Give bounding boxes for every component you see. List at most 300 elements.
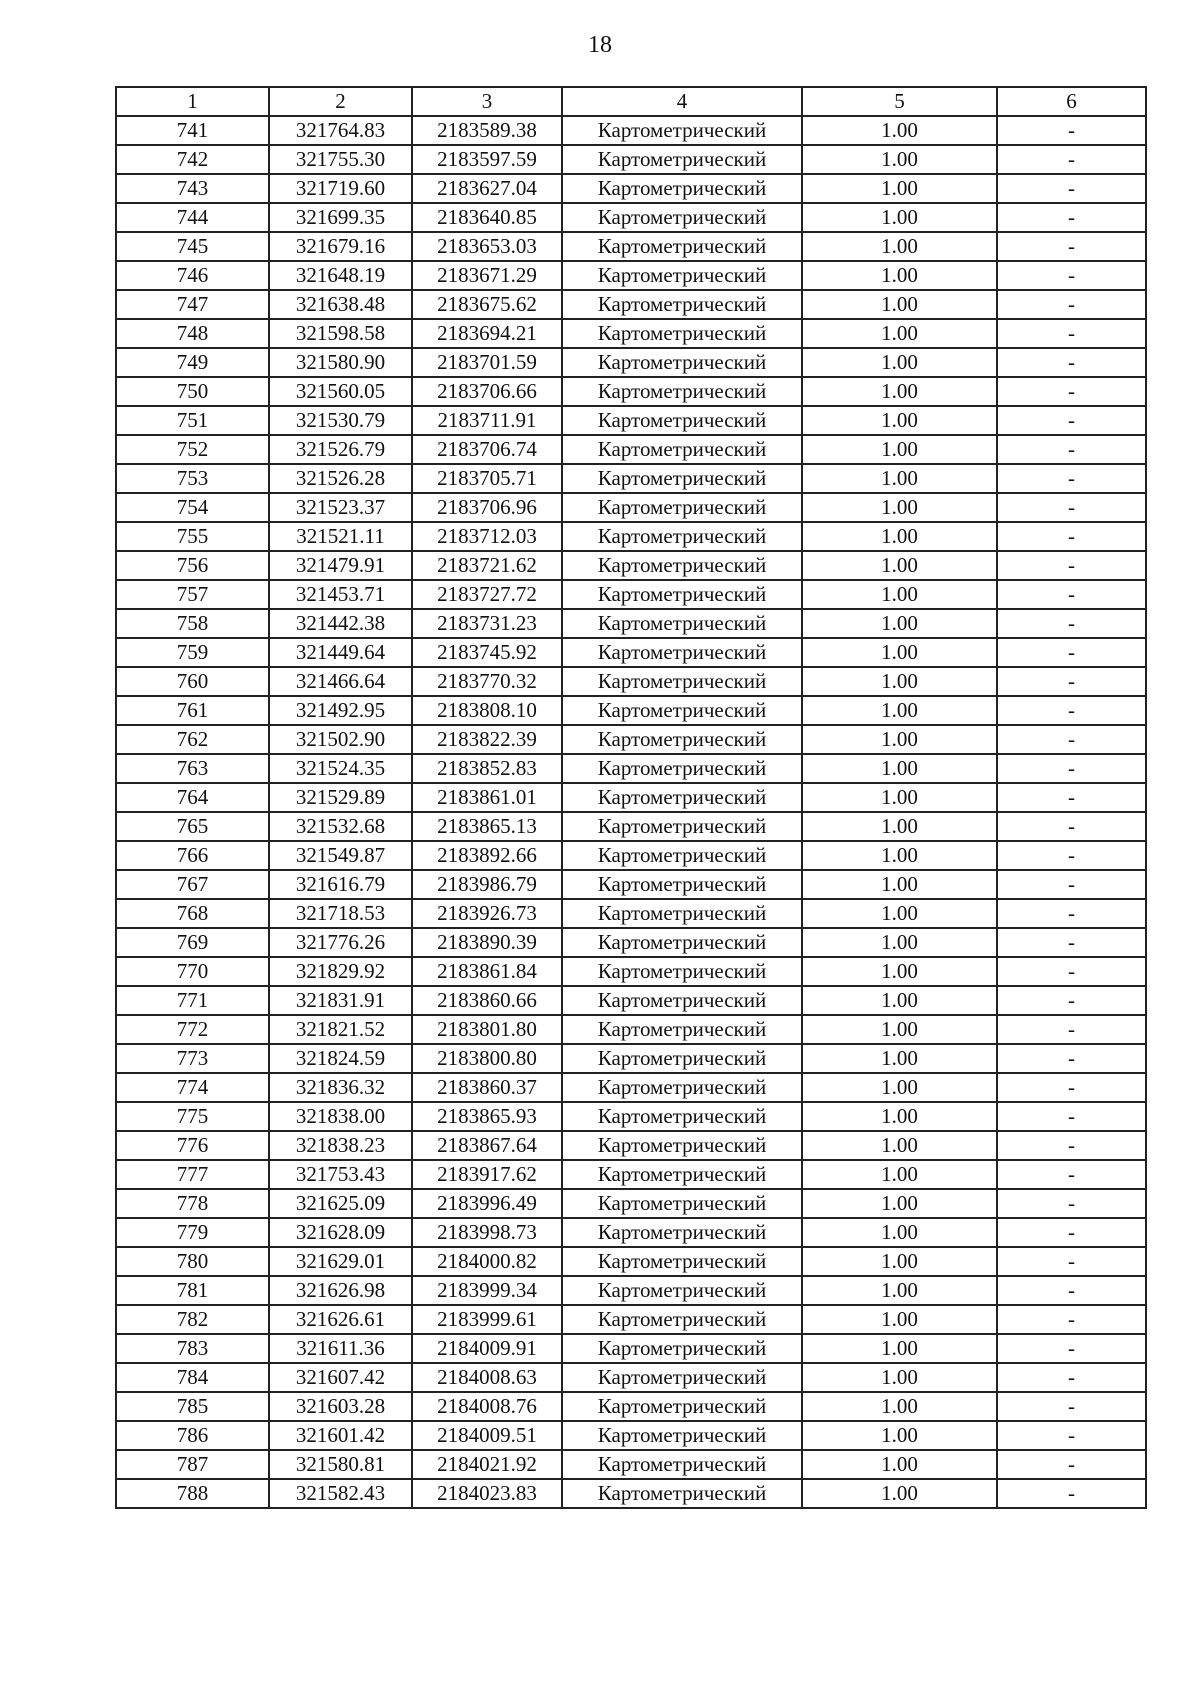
x-coordinate-cell: 321838.00: [269, 1102, 412, 1131]
method-cell: Картометрический: [562, 812, 802, 841]
point-number-cell: 745: [116, 232, 269, 261]
method-cell: Картометрический: [562, 435, 802, 464]
point-number-cell: 785: [116, 1392, 269, 1421]
description-cell: -: [997, 1276, 1146, 1305]
method-cell: Картометрический: [562, 1479, 802, 1508]
x-coordinate-cell: 321549.87: [269, 841, 412, 870]
description-cell: -: [997, 609, 1146, 638]
x-coordinate-cell: 321449.64: [269, 638, 412, 667]
point-number-cell: 754: [116, 493, 269, 522]
method-cell: Картометрический: [562, 319, 802, 348]
accuracy-cell: 1.00: [802, 1392, 997, 1421]
y-coordinate-cell: 2183712.03: [412, 522, 562, 551]
y-coordinate-cell: 2183731.23: [412, 609, 562, 638]
accuracy-cell: 1.00: [802, 377, 997, 406]
accuracy-cell: 1.00: [802, 551, 997, 580]
accuracy-cell: 1.00: [802, 1044, 997, 1073]
description-cell: -: [997, 957, 1146, 986]
method-cell: Картометрический: [562, 870, 802, 899]
point-number-cell: 750: [116, 377, 269, 406]
y-coordinate-cell: 2184008.76: [412, 1392, 562, 1421]
table-row: [116, 1363, 1146, 1392]
y-coordinate-cell: 2183640.85: [412, 203, 562, 232]
description-cell: -: [997, 725, 1146, 754]
point-number-cell: 741: [116, 116, 269, 145]
accuracy-cell: 1.00: [802, 696, 997, 725]
accuracy-cell: 1.00: [802, 348, 997, 377]
y-coordinate-cell: 2183865.93: [412, 1102, 562, 1131]
description-cell: -: [997, 1044, 1146, 1073]
y-coordinate-cell: 2183770.32: [412, 667, 562, 696]
method-cell: Картометрический: [562, 406, 802, 435]
description-cell: -: [997, 1479, 1146, 1508]
description-cell: -: [997, 1363, 1146, 1392]
x-coordinate-cell: 321648.19: [269, 261, 412, 290]
table-row: [116, 1044, 1146, 1073]
page-number: 18: [588, 32, 612, 58]
x-coordinate-cell: 321821.52: [269, 1015, 412, 1044]
accuracy-cell: 1.00: [802, 522, 997, 551]
method-cell: Картометрический: [562, 899, 802, 928]
x-coordinate-cell: 321524.35: [269, 754, 412, 783]
table-row: [116, 493, 1146, 522]
point-number-cell: 783: [116, 1334, 269, 1363]
description-cell: -: [997, 348, 1146, 377]
y-coordinate-cell: 2183865.13: [412, 812, 562, 841]
accuracy-cell: 1.00: [802, 116, 997, 145]
point-number-cell: 784: [116, 1363, 269, 1392]
method-cell: Картометрический: [562, 1305, 802, 1334]
table-row: [116, 522, 1146, 551]
description-cell: -: [997, 696, 1146, 725]
method-cell: Картометрический: [562, 638, 802, 667]
method-cell: Картометрический: [562, 348, 802, 377]
table-row: [116, 580, 1146, 609]
method-cell: Картометрический: [562, 464, 802, 493]
accuracy-cell: 1.00: [802, 290, 997, 319]
y-coordinate-cell: 2183597.59: [412, 145, 562, 174]
table-row: [116, 1276, 1146, 1305]
table-row: [116, 1247, 1146, 1276]
y-coordinate-cell: 2183706.74: [412, 435, 562, 464]
y-coordinate-cell: 2184009.91: [412, 1334, 562, 1363]
description-cell: -: [997, 1421, 1146, 1450]
table-row: [116, 957, 1146, 986]
accuracy-cell: 1.00: [802, 1450, 997, 1479]
description-cell: -: [997, 754, 1146, 783]
x-coordinate-cell: 321679.16: [269, 232, 412, 261]
method-cell: Картометрический: [562, 1334, 802, 1363]
y-coordinate-cell: 2183999.61: [412, 1305, 562, 1334]
x-coordinate-cell: 321601.42: [269, 1421, 412, 1450]
accuracy-cell: 1.00: [802, 609, 997, 638]
accuracy-cell: 1.00: [802, 638, 997, 667]
table-row: [116, 1421, 1146, 1450]
point-number-cell: 779: [116, 1218, 269, 1247]
x-coordinate-cell: 321523.37: [269, 493, 412, 522]
description-cell: -: [997, 1073, 1146, 1102]
y-coordinate-cell: 2183745.92: [412, 638, 562, 667]
y-coordinate-cell: 2184023.83: [412, 1479, 562, 1508]
description-cell: -: [997, 174, 1146, 203]
x-coordinate-cell: 321442.38: [269, 609, 412, 638]
point-number-cell: 767: [116, 870, 269, 899]
method-cell: Картометрический: [562, 1102, 802, 1131]
x-coordinate-cell: 321824.59: [269, 1044, 412, 1073]
table-row: [116, 435, 1146, 464]
x-coordinate-cell: 321626.98: [269, 1276, 412, 1305]
table-row: [116, 261, 1146, 290]
method-cell: Картометрический: [562, 1218, 802, 1247]
description-cell: -: [997, 1160, 1146, 1189]
point-number-cell: 749: [116, 348, 269, 377]
x-coordinate-cell: 321718.53: [269, 899, 412, 928]
point-number-cell: 781: [116, 1276, 269, 1305]
table-row: [116, 928, 1146, 957]
y-coordinate-cell: 2183861.84: [412, 957, 562, 986]
x-coordinate-cell: 321532.68: [269, 812, 412, 841]
method-cell: Картометрический: [562, 725, 802, 754]
y-coordinate-cell: 2184009.51: [412, 1421, 562, 1450]
x-coordinate-cell: 321611.36: [269, 1334, 412, 1363]
point-number-cell: 757: [116, 580, 269, 609]
y-coordinate-cell: 2183711.91: [412, 406, 562, 435]
description-cell: -: [997, 1334, 1146, 1363]
accuracy-cell: 1.00: [802, 841, 997, 870]
x-coordinate-cell: 321616.79: [269, 870, 412, 899]
coordinates-table: [115, 86, 1147, 1509]
table-row: [116, 754, 1146, 783]
x-coordinate-cell: 321521.11: [269, 522, 412, 551]
accuracy-cell: 1.00: [802, 957, 997, 986]
table-row: [116, 1131, 1146, 1160]
x-coordinate-cell: 321529.89: [269, 783, 412, 812]
method-cell: Картометрический: [562, 696, 802, 725]
accuracy-cell: 1.00: [802, 1276, 997, 1305]
point-number-cell: 772: [116, 1015, 269, 1044]
method-cell: Картометрический: [562, 667, 802, 696]
description-cell: -: [997, 319, 1146, 348]
method-cell: Картометрический: [562, 116, 802, 145]
point-number-cell: 780: [116, 1247, 269, 1276]
accuracy-cell: 1.00: [802, 986, 997, 1015]
y-coordinate-cell: 2183860.66: [412, 986, 562, 1015]
method-cell: Картометрический: [562, 1131, 802, 1160]
table-row: [116, 1160, 1146, 1189]
x-coordinate-cell: 321526.28: [269, 464, 412, 493]
y-coordinate-cell: 2183998.73: [412, 1218, 562, 1247]
description-cell: -: [997, 1247, 1146, 1276]
description-cell: -: [997, 1189, 1146, 1218]
x-coordinate-cell: 321755.30: [269, 145, 412, 174]
point-number-cell: 782: [116, 1305, 269, 1334]
table-row: [116, 174, 1146, 203]
y-coordinate-cell: 2183822.39: [412, 725, 562, 754]
table-row: [116, 841, 1146, 870]
method-cell: Картометрический: [562, 609, 802, 638]
x-coordinate-cell: 321580.90: [269, 348, 412, 377]
y-coordinate-cell: 2183800.80: [412, 1044, 562, 1073]
y-coordinate-cell: 2183653.03: [412, 232, 562, 261]
description-cell: -: [997, 493, 1146, 522]
point-number-cell: 773: [116, 1044, 269, 1073]
accuracy-cell: 1.00: [802, 1189, 997, 1218]
accuracy-cell: 1.00: [802, 406, 997, 435]
description-cell: -: [997, 1015, 1146, 1044]
description-cell: -: [997, 928, 1146, 957]
accuracy-cell: 1.00: [802, 261, 997, 290]
y-coordinate-cell: 2184021.92: [412, 1450, 562, 1479]
header-cell: 6: [997, 87, 1146, 116]
accuracy-cell: 1.00: [802, 1073, 997, 1102]
accuracy-cell: 1.00: [802, 580, 997, 609]
description-cell: -: [997, 870, 1146, 899]
point-number-cell: 761: [116, 696, 269, 725]
table-row: [116, 290, 1146, 319]
table-row: [116, 1073, 1146, 1102]
method-cell: Картометрический: [562, 261, 802, 290]
method-cell: Картометрический: [562, 1160, 802, 1189]
method-cell: Картометрический: [562, 1363, 802, 1392]
y-coordinate-cell: 2183892.66: [412, 841, 562, 870]
point-number-cell: 747: [116, 290, 269, 319]
table-row: [116, 1305, 1146, 1334]
description-cell: -: [997, 899, 1146, 928]
table-row: [116, 377, 1146, 406]
accuracy-cell: 1.00: [802, 174, 997, 203]
accuracy-cell: 1.00: [802, 1247, 997, 1276]
header-cell: 2: [269, 87, 412, 116]
method-cell: Картометрический: [562, 1073, 802, 1102]
y-coordinate-cell: 2183694.21: [412, 319, 562, 348]
point-number-cell: 752: [116, 435, 269, 464]
y-coordinate-cell: 2183706.96: [412, 493, 562, 522]
point-number-cell: 763: [116, 754, 269, 783]
y-coordinate-cell: 2183890.39: [412, 928, 562, 957]
x-coordinate-cell: 321764.83: [269, 116, 412, 145]
description-cell: -: [997, 116, 1146, 145]
x-coordinate-cell: 321492.95: [269, 696, 412, 725]
x-coordinate-cell: 321699.35: [269, 203, 412, 232]
x-coordinate-cell: 321626.61: [269, 1305, 412, 1334]
accuracy-cell: 1.00: [802, 783, 997, 812]
y-coordinate-cell: 2183808.10: [412, 696, 562, 725]
table-row: [116, 464, 1146, 493]
x-coordinate-cell: 321582.43: [269, 1479, 412, 1508]
table-row: [116, 1334, 1146, 1363]
y-coordinate-cell: 2183701.59: [412, 348, 562, 377]
description-cell: -: [997, 377, 1146, 406]
point-number-cell: 755: [116, 522, 269, 551]
accuracy-cell: 1.00: [802, 1421, 997, 1450]
accuracy-cell: 1.00: [802, 1363, 997, 1392]
method-cell: Картометрический: [562, 957, 802, 986]
description-cell: -: [997, 1305, 1146, 1334]
x-coordinate-cell: 321838.23: [269, 1131, 412, 1160]
x-coordinate-cell: 321453.71: [269, 580, 412, 609]
method-cell: Картометрический: [562, 783, 802, 812]
accuracy-cell: 1.00: [802, 754, 997, 783]
point-number-cell: 744: [116, 203, 269, 232]
description-cell: -: [997, 667, 1146, 696]
table-row: [116, 348, 1146, 377]
description-cell: -: [997, 1450, 1146, 1479]
table-row: [116, 696, 1146, 725]
table-row: [116, 551, 1146, 580]
point-number-cell: 746: [116, 261, 269, 290]
accuracy-cell: 1.00: [802, 203, 997, 232]
description-cell: -: [997, 783, 1146, 812]
method-cell: Картометрический: [562, 232, 802, 261]
header-cell: 3: [412, 87, 562, 116]
point-number-cell: 786: [116, 1421, 269, 1450]
point-number-cell: 742: [116, 145, 269, 174]
method-cell: Картометрический: [562, 1247, 802, 1276]
x-coordinate-cell: 321607.42: [269, 1363, 412, 1392]
accuracy-cell: 1.00: [802, 1160, 997, 1189]
y-coordinate-cell: 2183861.01: [412, 783, 562, 812]
method-cell: Картометрический: [562, 1421, 802, 1450]
method-cell: Картометрический: [562, 1450, 802, 1479]
description-cell: -: [997, 464, 1146, 493]
x-coordinate-cell: 321560.05: [269, 377, 412, 406]
header-cell: 4: [562, 87, 802, 116]
x-coordinate-cell: 321479.91: [269, 551, 412, 580]
description-cell: -: [997, 435, 1146, 464]
y-coordinate-cell: 2184008.63: [412, 1363, 562, 1392]
accuracy-cell: 1.00: [802, 232, 997, 261]
point-number-cell: 787: [116, 1450, 269, 1479]
method-cell: Картометрический: [562, 1189, 802, 1218]
y-coordinate-cell: 2183926.73: [412, 899, 562, 928]
y-coordinate-cell: 2183852.83: [412, 754, 562, 783]
accuracy-cell: 1.00: [802, 928, 997, 957]
y-coordinate-cell: 2183867.64: [412, 1131, 562, 1160]
method-cell: Картометрический: [562, 928, 802, 957]
method-cell: Картометрический: [562, 551, 802, 580]
x-coordinate-cell: 321603.28: [269, 1392, 412, 1421]
header-cell: 5: [802, 87, 997, 116]
description-cell: -: [997, 203, 1146, 232]
method-cell: Картометрический: [562, 522, 802, 551]
table-row: [116, 145, 1146, 174]
point-number-cell: 768: [116, 899, 269, 928]
table-header: [116, 87, 1146, 116]
description-cell: -: [997, 1218, 1146, 1247]
description-cell: -: [997, 1392, 1146, 1421]
method-cell: Картометрический: [562, 145, 802, 174]
point-number-cell: 766: [116, 841, 269, 870]
table-row: [116, 638, 1146, 667]
x-coordinate-cell: 321629.01: [269, 1247, 412, 1276]
point-number-cell: 775: [116, 1102, 269, 1131]
y-coordinate-cell: 2183675.62: [412, 290, 562, 319]
y-coordinate-cell: 2183627.04: [412, 174, 562, 203]
table-row: [116, 783, 1146, 812]
x-coordinate-cell: 321829.92: [269, 957, 412, 986]
description-cell: -: [997, 812, 1146, 841]
point-number-cell: 788: [116, 1479, 269, 1508]
x-coordinate-cell: 321526.79: [269, 435, 412, 464]
accuracy-cell: 1.00: [802, 899, 997, 928]
y-coordinate-cell: 2183671.29: [412, 261, 562, 290]
x-coordinate-cell: 321831.91: [269, 986, 412, 1015]
x-coordinate-cell: 321598.58: [269, 319, 412, 348]
point-number-cell: 778: [116, 1189, 269, 1218]
description-cell: -: [997, 551, 1146, 580]
method-cell: Картометрический: [562, 986, 802, 1015]
point-number-cell: 760: [116, 667, 269, 696]
point-number-cell: 774: [116, 1073, 269, 1102]
point-number-cell: 769: [116, 928, 269, 957]
table-row: [116, 116, 1146, 145]
point-number-cell: 748: [116, 319, 269, 348]
table-row: [116, 1479, 1146, 1508]
y-coordinate-cell: 2183999.34: [412, 1276, 562, 1305]
method-cell: Картометрический: [562, 377, 802, 406]
description-cell: -: [997, 580, 1146, 609]
table-row: [116, 609, 1146, 638]
x-coordinate-cell: 321836.32: [269, 1073, 412, 1102]
point-number-cell: 764: [116, 783, 269, 812]
accuracy-cell: 1.00: [802, 870, 997, 899]
method-cell: Картометрический: [562, 1044, 802, 1073]
table-row: [116, 203, 1146, 232]
accuracy-cell: 1.00: [802, 435, 997, 464]
x-coordinate-cell: 321776.26: [269, 928, 412, 957]
description-cell: -: [997, 638, 1146, 667]
accuracy-cell: 1.00: [802, 667, 997, 696]
x-coordinate-cell: 321753.43: [269, 1160, 412, 1189]
table-row: [116, 986, 1146, 1015]
point-number-cell: 758: [116, 609, 269, 638]
x-coordinate-cell: 321466.64: [269, 667, 412, 696]
x-coordinate-cell: 321502.90: [269, 725, 412, 754]
accuracy-cell: 1.00: [802, 145, 997, 174]
accuracy-cell: 1.00: [802, 1479, 997, 1508]
table-row: [116, 725, 1146, 754]
accuracy-cell: 1.00: [802, 1102, 997, 1131]
accuracy-cell: 1.00: [802, 319, 997, 348]
point-number-cell: 759: [116, 638, 269, 667]
method-cell: Картометрический: [562, 174, 802, 203]
description-cell: -: [997, 841, 1146, 870]
accuracy-cell: 1.00: [802, 1015, 997, 1044]
y-coordinate-cell: 2183860.37: [412, 1073, 562, 1102]
y-coordinate-cell: 2183727.72: [412, 580, 562, 609]
y-coordinate-cell: 2183917.62: [412, 1160, 562, 1189]
method-cell: Картометрический: [562, 841, 802, 870]
description-cell: -: [997, 290, 1146, 319]
method-cell: Картометрический: [562, 754, 802, 783]
x-coordinate-cell: 321638.48: [269, 290, 412, 319]
point-number-cell: 751: [116, 406, 269, 435]
x-coordinate-cell: 321530.79: [269, 406, 412, 435]
table-row: [116, 899, 1146, 928]
point-number-cell: 753: [116, 464, 269, 493]
method-cell: Картометрический: [562, 1392, 802, 1421]
accuracy-cell: 1.00: [802, 1305, 997, 1334]
table-row: [116, 1189, 1146, 1218]
y-coordinate-cell: 2183706.66: [412, 377, 562, 406]
y-coordinate-cell: 2183996.49: [412, 1189, 562, 1218]
y-coordinate-cell: 2184000.82: [412, 1247, 562, 1276]
header-cell: 1: [116, 87, 269, 116]
point-number-cell: 762: [116, 725, 269, 754]
accuracy-cell: 1.00: [802, 1131, 997, 1160]
description-cell: -: [997, 145, 1146, 174]
header-row: [116, 87, 1146, 116]
